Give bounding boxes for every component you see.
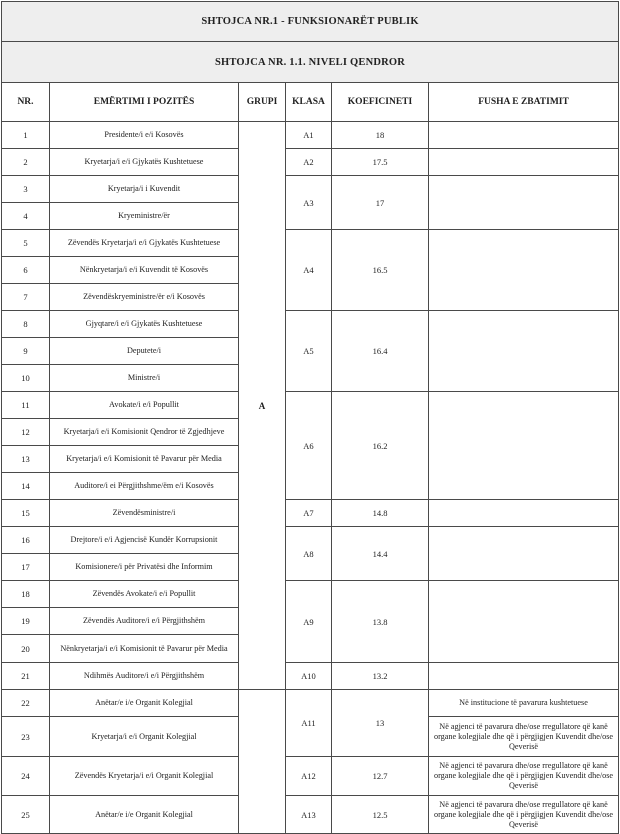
position-name: Anëtar/e i/e Organit Kolegjial [50,796,239,834]
header-class: KLASA [286,83,332,122]
row-number: 14 [2,473,50,500]
row-number: 24 [2,757,50,796]
position-name: Avokate/i e/i Popullit [50,392,239,419]
row-number: 6 [2,257,50,284]
class-code: A5 [286,311,332,392]
table-row [2,122,619,149]
table-row [2,527,619,554]
row-number: 15 [2,500,50,527]
position-name: Deputete/i [50,338,239,365]
table-row [2,392,619,419]
position-name: Kryetarja/i e/i Organit Kolegjial [50,717,239,757]
position-name: Kryeministre/ër [50,203,239,230]
class-code: A2 [286,149,332,176]
position-name: Nënkryetarja/i e/i Komisionit të Pavarur për Media [50,635,239,663]
scope-text: Në agjenci të pavarura dhe/ose rregullatore që kanë organe kolegjiale dhe që i përgjigjen Kuvendit dhe/ose Qeverisë [429,717,619,757]
scope-empty [429,581,619,663]
row-number: 17 [2,554,50,581]
row-number: 23 [2,717,50,757]
row-number: 18 [2,581,50,608]
class-code: A9 [286,581,332,663]
header-group: GRUPI [239,83,286,122]
header-position: EMËRTIMI I POZITËS [50,83,239,122]
coefficient-value: 12.5 [332,796,429,834]
class-code: A4 [286,230,332,311]
coefficient-value: 14.8 [332,500,429,527]
row-number: 7 [2,284,50,311]
scope-empty [429,122,619,149]
coefficient-value: 13.2 [332,663,429,690]
coefficient-value: 18 [332,122,429,149]
position-name: Kryetarja/i e/i Komisionit të Pavarur për Media [50,446,239,473]
row-number: 13 [2,446,50,473]
row-number: 12 [2,419,50,446]
table-row [2,230,619,257]
scope-empty [429,311,619,392]
position-name: Zëvendës Kryetarja/i e/i Gjykatës Kushtetuese [50,230,239,257]
row-number: 8 [2,311,50,338]
table-row [2,757,619,796]
group-cell: A [239,122,286,690]
sub-title: SHTOJCA NR. 1.1. NIVELI QENDROR [2,42,619,83]
row-number: 11 [2,392,50,419]
class-code: A3 [286,176,332,230]
coefficient-value: 16.4 [332,311,429,392]
table-row [2,176,619,203]
scope-text: Në agjenci të pavarura dhe/ose rregullatore që kanë organe kolegjiale dhe që i përgjigjen Kuvendit dhe/ose Qeverisë [429,757,619,796]
header-scope: FUSHA E ZBATIMIT [429,83,619,122]
scope-empty [429,663,619,690]
table-row [2,149,619,176]
row-number: 1 [2,122,50,149]
row-number: 4 [2,203,50,230]
row-number: 9 [2,338,50,365]
coefficient-value: 17.5 [332,149,429,176]
position-name: Gjyqtare/i e/i Gjykatës Kushtetuese [50,311,239,338]
position-name: Anëtar/e i/e Organit Kolegjial [50,690,239,717]
class-code: A10 [286,663,332,690]
row-number: 3 [2,176,50,203]
row-number: 25 [2,796,50,834]
position-name: Zëvendëskryeministre/ër e/i Kosovës [50,284,239,311]
position-name: Zëvendësministre/i [50,500,239,527]
group-cell-empty [239,690,286,834]
row-number: 5 [2,230,50,257]
coefficient-value: 16.2 [332,392,429,500]
coefficient-value: 13 [332,690,429,757]
row-number: 22 [2,690,50,717]
scope-empty [429,500,619,527]
position-name: Drejtore/i e/i Agjencisë Kundër Korrupsionit [50,527,239,554]
position-name: Auditore/i ei Përgjithshme/ëm e/i Kosovës [50,473,239,500]
scope-empty [429,527,619,581]
class-code: A8 [286,527,332,581]
table-row [2,663,619,690]
main-title: SHTOJCA NR.1 - FUNKSIONARËT PUBLIK [2,2,619,42]
row-number: 21 [2,663,50,690]
position-name: Presidente/i e/i Kosovës [50,122,239,149]
class-code: A11 [286,690,332,757]
position-name: Kryetarja/i e/i Komisionit Qendror të Zgjedhjeve [50,419,239,446]
class-code: A12 [286,757,332,796]
row-number: 10 [2,365,50,392]
position-name: Ministre/i [50,365,239,392]
header-coefficient: KOEFICINETI [332,83,429,122]
row-number: 20 [2,635,50,663]
table-row [2,311,619,338]
scope-empty [429,176,619,230]
coefficient-value: 12.7 [332,757,429,796]
class-code: A6 [286,392,332,500]
position-name: Nënkryetarja/i e/i Kuvendit të Kosovës [50,257,239,284]
scope-empty [429,392,619,500]
position-name: Ndihmës Auditore/i e/i Përgjithshëm [50,663,239,690]
row-number: 2 [2,149,50,176]
row-number: 19 [2,608,50,635]
coefficient-value: 16.5 [332,230,429,311]
coefficient-value: 17 [332,176,429,230]
table-row [2,796,619,834]
coefficient-value: 13.8 [332,581,429,663]
row-number: 16 [2,527,50,554]
scope-text: Në institucione të pavarura kushtetuese [429,690,619,717]
scope-text: Në agjenci të pavarura dhe/ose rregullatore që kanë organe kolegjiale dhe që i përgjigjen Kuvendit dhe/ose Qeverisë [429,796,619,834]
scope-empty [429,149,619,176]
position-name: Zëvendës Kryetarja/i e/i Organit Kolegjial [50,757,239,796]
table-row [2,690,619,717]
class-code: A7 [286,500,332,527]
scope-empty [429,230,619,311]
position-name: Kryetarja/i i Kuvendit [50,176,239,203]
class-code: A13 [286,796,332,834]
position-name: Zëvendës Avokate/i e/i Popullit [50,581,239,608]
header-nr: NR. [2,83,50,122]
position-name: Komisionere/i për Privatësi dhe Informim [50,554,239,581]
functionaries-table [1,1,619,834]
position-name: Kryetarja/i e/i Gjykatës Kushtetuese [50,149,239,176]
table-row [2,581,619,608]
position-name: Zëvendës Auditore/i e/i Përgjithshëm [50,608,239,635]
table-row [2,500,619,527]
coefficient-value: 14.4 [332,527,429,581]
class-code: A1 [286,122,332,149]
